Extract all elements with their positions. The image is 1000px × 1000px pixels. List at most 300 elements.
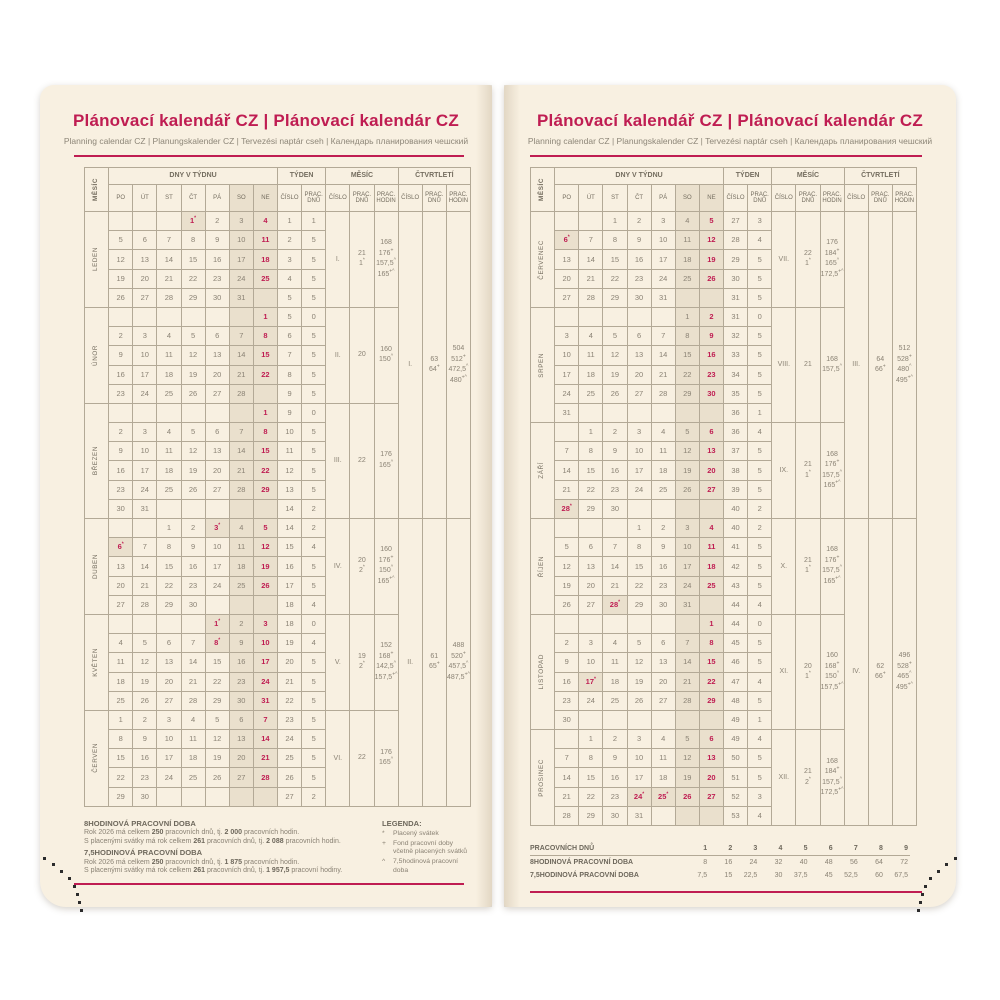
day-cell xyxy=(181,787,205,806)
day-cell xyxy=(181,403,205,422)
row-value: 5 xyxy=(784,842,809,856)
day-cell: 10 xyxy=(253,634,277,653)
day-cell: 13 xyxy=(699,442,723,461)
week-workdays: 5 xyxy=(302,250,326,269)
day-cell: 20 xyxy=(699,461,723,480)
stat-column-header: PRAC. HODIN xyxy=(820,185,844,212)
day-cell: 31 xyxy=(555,403,579,422)
quarter-workdays: 64 66+ xyxy=(868,212,892,519)
week-number: 27 xyxy=(278,787,302,806)
day-name-header: ST xyxy=(603,185,627,212)
row-value: 7 xyxy=(835,842,860,856)
day-cell: 7 xyxy=(555,442,579,461)
stat-column-header: ČÍSLO xyxy=(844,185,868,212)
day-cell: 25 xyxy=(157,480,181,499)
day-cell: 14 xyxy=(229,442,253,461)
day-cell: 4 xyxy=(109,634,133,653)
week-workdays: 5 xyxy=(748,691,772,710)
month-name: PROSINEC xyxy=(531,730,555,826)
day-cell: 21 xyxy=(181,672,205,691)
day-cell: 27 xyxy=(157,691,181,710)
week-workdays: 4 xyxy=(302,595,326,614)
day-cell: 12 xyxy=(699,231,723,250)
day-cell: 24* xyxy=(627,787,651,806)
week-number: 16 xyxy=(278,557,302,576)
day-cell xyxy=(133,614,157,633)
footer-rule-left xyxy=(74,883,464,885)
day-cell: 14 xyxy=(181,653,205,672)
week-workdays: 5 xyxy=(748,442,772,461)
day-name-header: PÁ xyxy=(205,185,229,212)
week-workdays: 5 xyxy=(748,480,772,499)
day-cell: 10 xyxy=(157,730,181,749)
week-workdays: 5 xyxy=(748,269,772,288)
month-hours: 176 165^ xyxy=(374,403,398,518)
day-cell: 20 xyxy=(579,576,603,595)
day-cell: 1 xyxy=(157,519,181,538)
day-cell xyxy=(109,614,133,633)
week-workdays: 5 xyxy=(748,576,772,595)
week-number: 27 xyxy=(724,212,748,231)
week-number: 22 xyxy=(278,691,302,710)
days-group-header: DNY V TÝDNU xyxy=(109,168,278,185)
day-name-header: ÚT xyxy=(579,185,603,212)
day-cell: 20 xyxy=(133,269,157,288)
quarter-hours: 504 512+ 472,5^ 480+^ xyxy=(446,212,470,519)
stat-column-header: PRAC. DNŮ xyxy=(748,185,772,212)
day-cell xyxy=(675,710,699,729)
month-name: LEDEN xyxy=(85,212,109,308)
day-cell: 10 xyxy=(133,442,157,461)
day-cell: 2 xyxy=(205,212,229,231)
week-number: 19 xyxy=(278,634,302,653)
working-time-line: S placenými svátky má rok celkem 261 pracovních dnů, tj. 2 088 pracovních hodin. xyxy=(84,838,341,845)
month-group-header: MĚSÍC xyxy=(772,168,844,185)
week-number: 44 xyxy=(724,595,748,614)
week-workdays: 2 xyxy=(302,519,326,538)
day-cell: 6 xyxy=(699,730,723,749)
page-title: Plánovací kalendář CZ | Plánovací kalendár CZ xyxy=(536,111,923,130)
day-cell: 14 xyxy=(603,557,627,576)
day-cell: 21 xyxy=(253,749,277,768)
day-cell: 23 xyxy=(627,269,651,288)
day-cell xyxy=(555,730,579,749)
day-cell: 26 xyxy=(675,480,699,499)
legend-title: LEGENDA: xyxy=(382,818,422,828)
week-group-header: TÝDEN xyxy=(278,168,326,185)
day-cell: 6 xyxy=(157,634,181,653)
day-cell: 27 xyxy=(579,595,603,614)
day-cell: 13 xyxy=(109,557,133,576)
month-number: VI. xyxy=(326,710,350,806)
day-cell xyxy=(699,403,723,422)
day-cell: 17 xyxy=(675,557,699,576)
week-workdays: 5 xyxy=(748,461,772,480)
day-cell: 16 xyxy=(699,346,723,365)
day-name-header: ST xyxy=(157,185,181,212)
day-cell: 4 xyxy=(675,212,699,231)
week-number: 2 xyxy=(278,231,302,250)
month-workdays: 21 1* xyxy=(796,423,820,519)
day-cell xyxy=(157,403,181,422)
day-cell: 20 xyxy=(627,365,651,384)
day-cell: 15 xyxy=(603,250,627,269)
day-cell: 13 xyxy=(555,250,579,269)
week-number: 14 xyxy=(278,499,302,518)
day-name-header: PÁ xyxy=(651,185,675,212)
legend-item xyxy=(382,858,468,875)
week-workdays: 3 xyxy=(748,212,772,231)
day-cell: 1 xyxy=(675,307,699,326)
day-cell: 10 xyxy=(627,442,651,461)
day-cell: 6 xyxy=(579,538,603,557)
day-cell xyxy=(205,307,229,326)
day-cell: 29 xyxy=(157,595,181,614)
stat-column-header: PRAC. DNŮ xyxy=(302,185,326,212)
day-cell: 3 xyxy=(229,212,253,231)
day-cell: 26 xyxy=(699,269,723,288)
day-cell: 5 xyxy=(109,231,133,250)
month-column-header: MĚSÍC xyxy=(531,168,555,212)
week-workdays: 5 xyxy=(302,423,326,442)
month-name: ŘÍJEN xyxy=(531,519,555,615)
day-cell xyxy=(229,499,253,518)
day-cell: 5 xyxy=(627,634,651,653)
day-cell: 22 xyxy=(253,365,277,384)
day-cell xyxy=(651,307,675,326)
month-number: III. xyxy=(326,403,350,518)
day-cell: 4 xyxy=(579,327,603,346)
day-cell: 9 xyxy=(699,327,723,346)
week-workdays: 4 xyxy=(748,595,772,614)
week-workdays: 1 xyxy=(748,403,772,422)
day-cell: 19 xyxy=(675,768,699,787)
day-cell: 20 xyxy=(205,365,229,384)
day-cell: 21 xyxy=(229,461,253,480)
month-hours: 176 165^ xyxy=(374,710,398,806)
day-cell xyxy=(253,787,277,806)
day-cell: 21 xyxy=(157,269,181,288)
month-workdays: 21 1* xyxy=(350,212,374,308)
quarter-hours: 512 528+ 480^ 495+^ xyxy=(892,212,916,519)
day-cell: 28 xyxy=(229,384,253,403)
day-cell: 1 xyxy=(253,307,277,326)
day-cell: 26 xyxy=(675,787,699,806)
day-cell xyxy=(675,499,699,518)
day-cell: 17 xyxy=(157,749,181,768)
day-cell: 22 xyxy=(699,672,723,691)
day-cell: 10 xyxy=(579,653,603,672)
week-workdays: 5 xyxy=(302,749,326,768)
week-number: 28 xyxy=(724,231,748,250)
day-cell xyxy=(253,384,277,403)
day-cell: 28* xyxy=(555,499,579,518)
row-value: 45 xyxy=(824,872,833,879)
day-cell: 10 xyxy=(229,231,253,250)
day-cell: 3 xyxy=(579,634,603,653)
day-cell: 19 xyxy=(109,269,133,288)
day-cell: 2 xyxy=(555,634,579,653)
day-cell: 10 xyxy=(205,538,229,557)
day-cell: 20 xyxy=(157,672,181,691)
day-cell xyxy=(579,307,603,326)
day-cell: 9 xyxy=(603,442,627,461)
week-number: 30 xyxy=(724,269,748,288)
day-cell: 28 xyxy=(579,288,603,307)
day-cell: 5 xyxy=(181,423,205,442)
day-cell: 2 xyxy=(133,710,157,729)
day-cell: 16 xyxy=(229,653,253,672)
week-workdays: 5 xyxy=(302,557,326,576)
day-cell xyxy=(603,614,627,633)
day-cell: 9 xyxy=(109,346,133,365)
day-cell xyxy=(133,403,157,422)
day-cell xyxy=(675,614,699,633)
week-number: 9 xyxy=(278,384,302,403)
page-left xyxy=(40,85,492,907)
day-cell: 21 xyxy=(651,365,675,384)
stat-column-header: PRAC. HODIN xyxy=(374,185,398,212)
week-workdays: 5 xyxy=(302,710,326,729)
day-cell: 30 xyxy=(651,595,675,614)
day-cell: 30 xyxy=(555,710,579,729)
day-cell: 8 xyxy=(603,231,627,250)
day-name-header: NE xyxy=(253,185,277,212)
week-number: 40 xyxy=(724,519,748,538)
day-cell: 30 xyxy=(109,499,133,518)
day-cell: 2 xyxy=(109,327,133,346)
week-number: 3 xyxy=(278,250,302,269)
legend-text: 7,5hodinová pracovní doba xyxy=(393,858,458,874)
day-cell: 7 xyxy=(253,710,277,729)
week-number: 9 xyxy=(278,403,302,422)
day-cell: 26 xyxy=(181,480,205,499)
day-cell: 6 xyxy=(205,327,229,346)
day-cell: 2 xyxy=(699,307,723,326)
legend-item xyxy=(382,840,468,857)
day-cell: 28 xyxy=(157,288,181,307)
day-cell xyxy=(699,710,723,729)
day-cell: 18 xyxy=(253,250,277,269)
row-value: 1 xyxy=(684,842,709,856)
week-workdays: 5 xyxy=(748,365,772,384)
day-cell: 21 xyxy=(603,576,627,595)
day-cell: 22 xyxy=(603,269,627,288)
day-cell: 20 xyxy=(651,672,675,691)
workdays-hours-row xyxy=(530,869,910,882)
day-cell xyxy=(603,307,627,326)
quarter-number: II. xyxy=(398,519,422,807)
month-name: ÚNOR xyxy=(85,307,109,403)
day-cell: 15 xyxy=(699,653,723,672)
month-hours: 168 176+ 157,5^ 165+^ xyxy=(374,212,398,308)
week-number: 48 xyxy=(724,691,748,710)
day-cell: 1 xyxy=(579,730,603,749)
day-cell: 29 xyxy=(699,691,723,710)
month-number: IV. xyxy=(326,519,350,615)
week-number: 11 xyxy=(278,442,302,461)
day-cell xyxy=(675,288,699,307)
month-number: V. xyxy=(326,614,350,710)
workdays-hours-table xyxy=(530,842,910,882)
day-cell: 9 xyxy=(651,538,675,557)
day-cell: 28 xyxy=(651,384,675,403)
week-number: 31 xyxy=(724,288,748,307)
row-value: 8 xyxy=(703,859,708,866)
day-cell: 9 xyxy=(229,634,253,653)
day-cell xyxy=(229,403,253,422)
week-workdays: 5 xyxy=(748,557,772,576)
day-cell: 7 xyxy=(133,538,157,557)
day-cell: 13 xyxy=(579,557,603,576)
day-cell: 18 xyxy=(157,461,181,480)
day-name-header: ČT xyxy=(627,185,651,212)
day-cell: 15 xyxy=(157,557,181,576)
day-cell: 24 xyxy=(133,480,157,499)
day-cell xyxy=(651,403,675,422)
day-cell: 19 xyxy=(603,365,627,384)
week-workdays: 2 xyxy=(302,787,326,806)
week-workdays: 5 xyxy=(302,672,326,691)
week-number: 49 xyxy=(724,710,748,729)
week-workdays: 5 xyxy=(302,346,326,365)
stat-column-header: PRAC. DNŮ xyxy=(868,185,892,212)
day-cell: 3 xyxy=(157,710,181,729)
day-cell: 25 xyxy=(109,691,133,710)
day-cell: 18 xyxy=(675,250,699,269)
day-cell: 24 xyxy=(229,269,253,288)
day-cell: 22 xyxy=(181,269,205,288)
day-cell: 8 xyxy=(579,442,603,461)
week-workdays: 5 xyxy=(302,442,326,461)
day-cell: 16 xyxy=(555,672,579,691)
week-number: 24 xyxy=(278,730,302,749)
week-number: 49 xyxy=(724,730,748,749)
month-number: I. xyxy=(326,212,350,308)
day-cell: 19 xyxy=(253,557,277,576)
day-cell: 1* xyxy=(181,212,205,231)
day-cell: 16 xyxy=(109,461,133,480)
day-cell: 4 xyxy=(157,327,181,346)
stat-column-header: ČÍSLO xyxy=(278,185,302,212)
week-number: 50 xyxy=(724,749,748,768)
day-cell: 12 xyxy=(205,730,229,749)
day-cell: 23 xyxy=(651,576,675,595)
week-workdays: 5 xyxy=(302,269,326,288)
week-workdays: 2 xyxy=(748,519,772,538)
day-cell xyxy=(253,288,277,307)
day-cell: 10 xyxy=(555,346,579,365)
page-header xyxy=(40,111,492,146)
month-name: BŘEZEN xyxy=(85,403,109,518)
days-group-header: DNY V TÝDNU xyxy=(555,168,724,185)
day-cell: 31 xyxy=(253,691,277,710)
day-cell: 15 xyxy=(579,768,603,787)
legend-symbol: + xyxy=(382,839,386,847)
day-cell: 16 xyxy=(133,749,157,768)
day-cell xyxy=(579,614,603,633)
day-cell: 27 xyxy=(699,787,723,806)
day-cell: 9 xyxy=(181,538,205,557)
day-cell xyxy=(157,212,181,231)
month-hours: 168 157,5^ xyxy=(820,307,844,422)
day-cell xyxy=(579,519,603,538)
day-cell: 7 xyxy=(579,231,603,250)
day-cell xyxy=(675,403,699,422)
day-cell: 8 xyxy=(157,538,181,557)
day-cell: 25* xyxy=(651,787,675,806)
day-cell: 8 xyxy=(253,327,277,346)
day-cell: 20 xyxy=(109,576,133,595)
row-value: 56 xyxy=(849,859,858,866)
day-cell: 18 xyxy=(181,749,205,768)
day-cell: 24 xyxy=(675,576,699,595)
day-cell: 3 xyxy=(253,614,277,633)
day-cell: 12 xyxy=(555,557,579,576)
day-cell: 13 xyxy=(627,346,651,365)
week-workdays: 5 xyxy=(748,653,772,672)
day-cell: 31 xyxy=(675,595,699,614)
day-cell: 11 xyxy=(229,538,253,557)
day-cell: 15 xyxy=(579,461,603,480)
legend xyxy=(366,816,468,877)
day-cell xyxy=(181,614,205,633)
day-cell: 9 xyxy=(555,653,579,672)
day-cell: 11 xyxy=(603,653,627,672)
month-workdays: 20 1* xyxy=(796,614,820,729)
month-number: VIII. xyxy=(772,307,796,422)
stat-column-header: PRAC. DNŮ xyxy=(796,185,820,212)
day-cell: 17 xyxy=(627,768,651,787)
day-cell: 5 xyxy=(133,634,157,653)
day-cell: 28 xyxy=(229,480,253,499)
day-name-header: PO xyxy=(109,185,133,212)
week-workdays: 4 xyxy=(748,423,772,442)
day-cell: 4 xyxy=(157,423,181,442)
workdays-hours-row xyxy=(530,856,910,870)
row-label: 7,5HODINOVÁ PRACOVNÍ DOBA xyxy=(530,872,639,879)
day-cell xyxy=(555,614,579,633)
week-number: 38 xyxy=(724,461,748,480)
day-cell: 24 xyxy=(627,480,651,499)
month-hours: 160 150^ xyxy=(374,307,398,403)
day-cell: 31 xyxy=(229,288,253,307)
day-cell xyxy=(181,307,205,326)
day-cell xyxy=(627,307,651,326)
week-number: 8 xyxy=(278,365,302,384)
day-cell: 7 xyxy=(229,327,253,346)
day-cell: 9 xyxy=(205,231,229,250)
day-cell: 8 xyxy=(675,327,699,346)
month-hours: 168 176+ 157,5^ 165+^ xyxy=(820,423,844,519)
day-cell: 7 xyxy=(651,327,675,346)
day-cell: 18 xyxy=(603,672,627,691)
day-cell xyxy=(699,288,723,307)
month-workdays: 21 2* xyxy=(796,730,820,826)
day-cell: 8* xyxy=(205,634,229,653)
day-cell: 29 xyxy=(253,480,277,499)
header-rule xyxy=(530,155,922,157)
day-cell: 16 xyxy=(651,557,675,576)
day-cell xyxy=(555,519,579,538)
day-cell: 29 xyxy=(205,691,229,710)
day-cell: 16 xyxy=(627,250,651,269)
legend-symbol: * xyxy=(382,829,385,837)
day-cell: 6 xyxy=(205,423,229,442)
row-value: 6 xyxy=(810,842,835,856)
day-cell xyxy=(555,212,579,231)
day-cell: 19 xyxy=(205,749,229,768)
